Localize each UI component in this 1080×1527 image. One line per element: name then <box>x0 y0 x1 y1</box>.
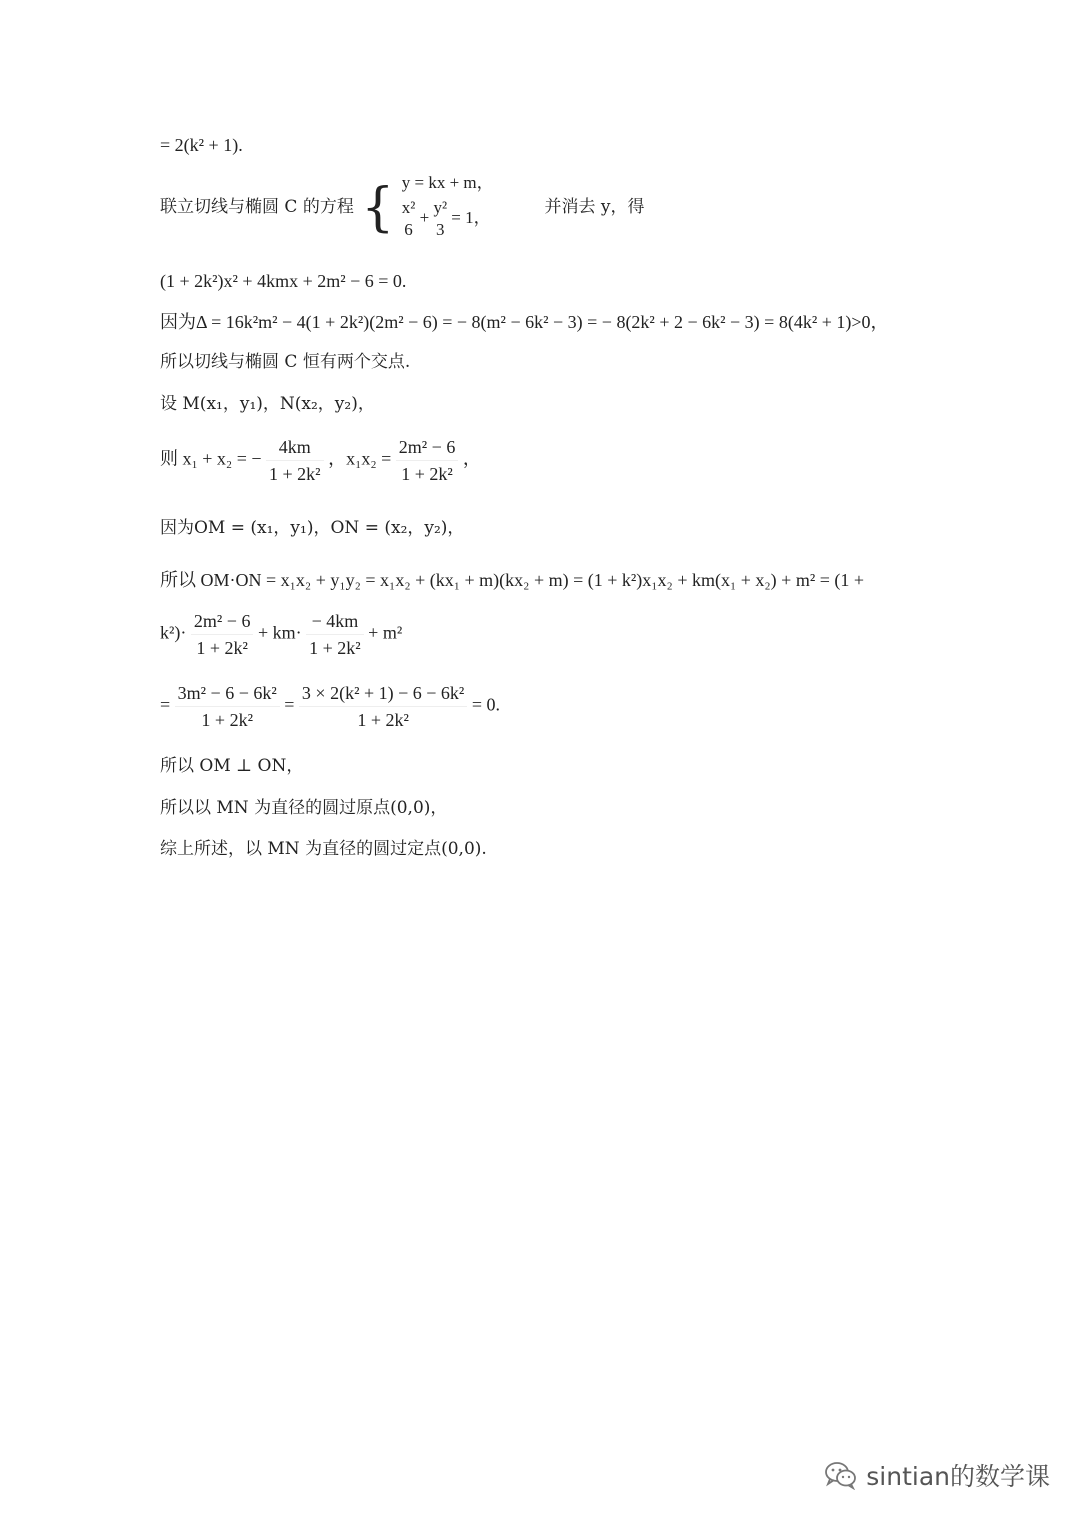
line-two-intersections: 所以切线与椭圆 C 恒有两个交点. <box>160 352 411 372</box>
line-discriminant: 因为Δ = 16k²m² − 4(1 + 2k²)(2m² − 6) = − 8(m² − 6k² − 3) = − 8(2k² + 2 − 6k² − 3) = 8(4k² + 1)>0， <box>160 312 889 332</box>
line-system-intro: 联立切线与椭圆 C 的方程 { y = kx + m， x² 6 + y² 3 = 1， 并消去 y，得 <box>160 174 644 241</box>
left-brace: { <box>361 177 395 238</box>
equation-system: y = kx + m， x² 6 + y² 3 = 1， <box>401 173 494 240</box>
line-quadratic-equation: (1 + 2k²)x² + 4kmx + 2m² − 6 = 0. <box>160 271 407 291</box>
fraction-c: $\frac{\text{3m² − 6 − 6k²}}{\text{1 + 2k²}}$ <box>175 684 280 729</box>
line-simplification: = $\frac{\text{3m² − 6 − 6k²}}{\text{1 + 2k²}}$ = $\frac{\text{3 × 2(k² + 1) − 6 − 6k²}}{\text{1 + 2k²}}$ = 0. <box>160 683 500 730</box>
line-result-2k2plus1: = 2(k² + 1). <box>160 135 243 155</box>
fraction-a: $\frac{\text{2m² − 6}}{\text{1 + 2k²}}$ <box>191 612 254 657</box>
line-circle-origin: 所以以 MN 为直径的圆过原点(0,0)， <box>160 798 448 818</box>
line-conclusion: 综上所述，以 MN 为直径的圆过定点(0,0). <box>160 839 487 859</box>
line-dot-product-cont: k²)· $\frac{\text{2m² − 6}}{\text{1 + 2k²}}$ + km· $\frac{- 4km}{\text{1 + 2k²}}$ + m² <box>160 611 403 658</box>
line-perpendicular: 所以 OM ⊥ ON， <box>160 756 304 776</box>
fraction-product: $\frac{\text{2m² − 6}}{\text{1 + 2k²}}$ <box>396 438 459 483</box>
line-dot-product: 所以 OM·ON = x₁x₂ + y₁y₂ = x₁x₂ + (kx₁ + m)(kx₂ + m) = (1 + k²)x₁x₂ + km(x₁ + x₂) + m² = (1 + <box>160 570 865 590</box>
line-vectors: 因为OM = (x₁，y₁)，ON = (x₂，y₂)， <box>160 518 465 538</box>
watermark-text: sintian的数学课 <box>866 1462 1050 1491</box>
fraction-d: $\frac{\text{3 × 2(k² + 1) − 6 − 6k²}}{\text{1 + 2k²}}$ <box>299 684 467 729</box>
line-set-points: 设 M(x₁，y₁)，N(x₂，y₂)， <box>160 394 375 414</box>
line-vieta: 则 x₁ + x₂ = − $\frac{4km}{\text{1 + 2k²}}$ ，x₁x₂ = $\frac{\text{2m² − 6}}{\text{1 + 2k²}}$ ， <box>160 437 481 484</box>
watermark <box>824 1457 1050 1493</box>
wechat-icon <box>824 1460 858 1490</box>
fraction-sum: $\frac{4km}{\text{1 + 2k²}}$ <box>266 438 324 483</box>
fraction-b: $\frac{- 4km}{\text{1 + 2k²}}$ <box>306 612 364 657</box>
